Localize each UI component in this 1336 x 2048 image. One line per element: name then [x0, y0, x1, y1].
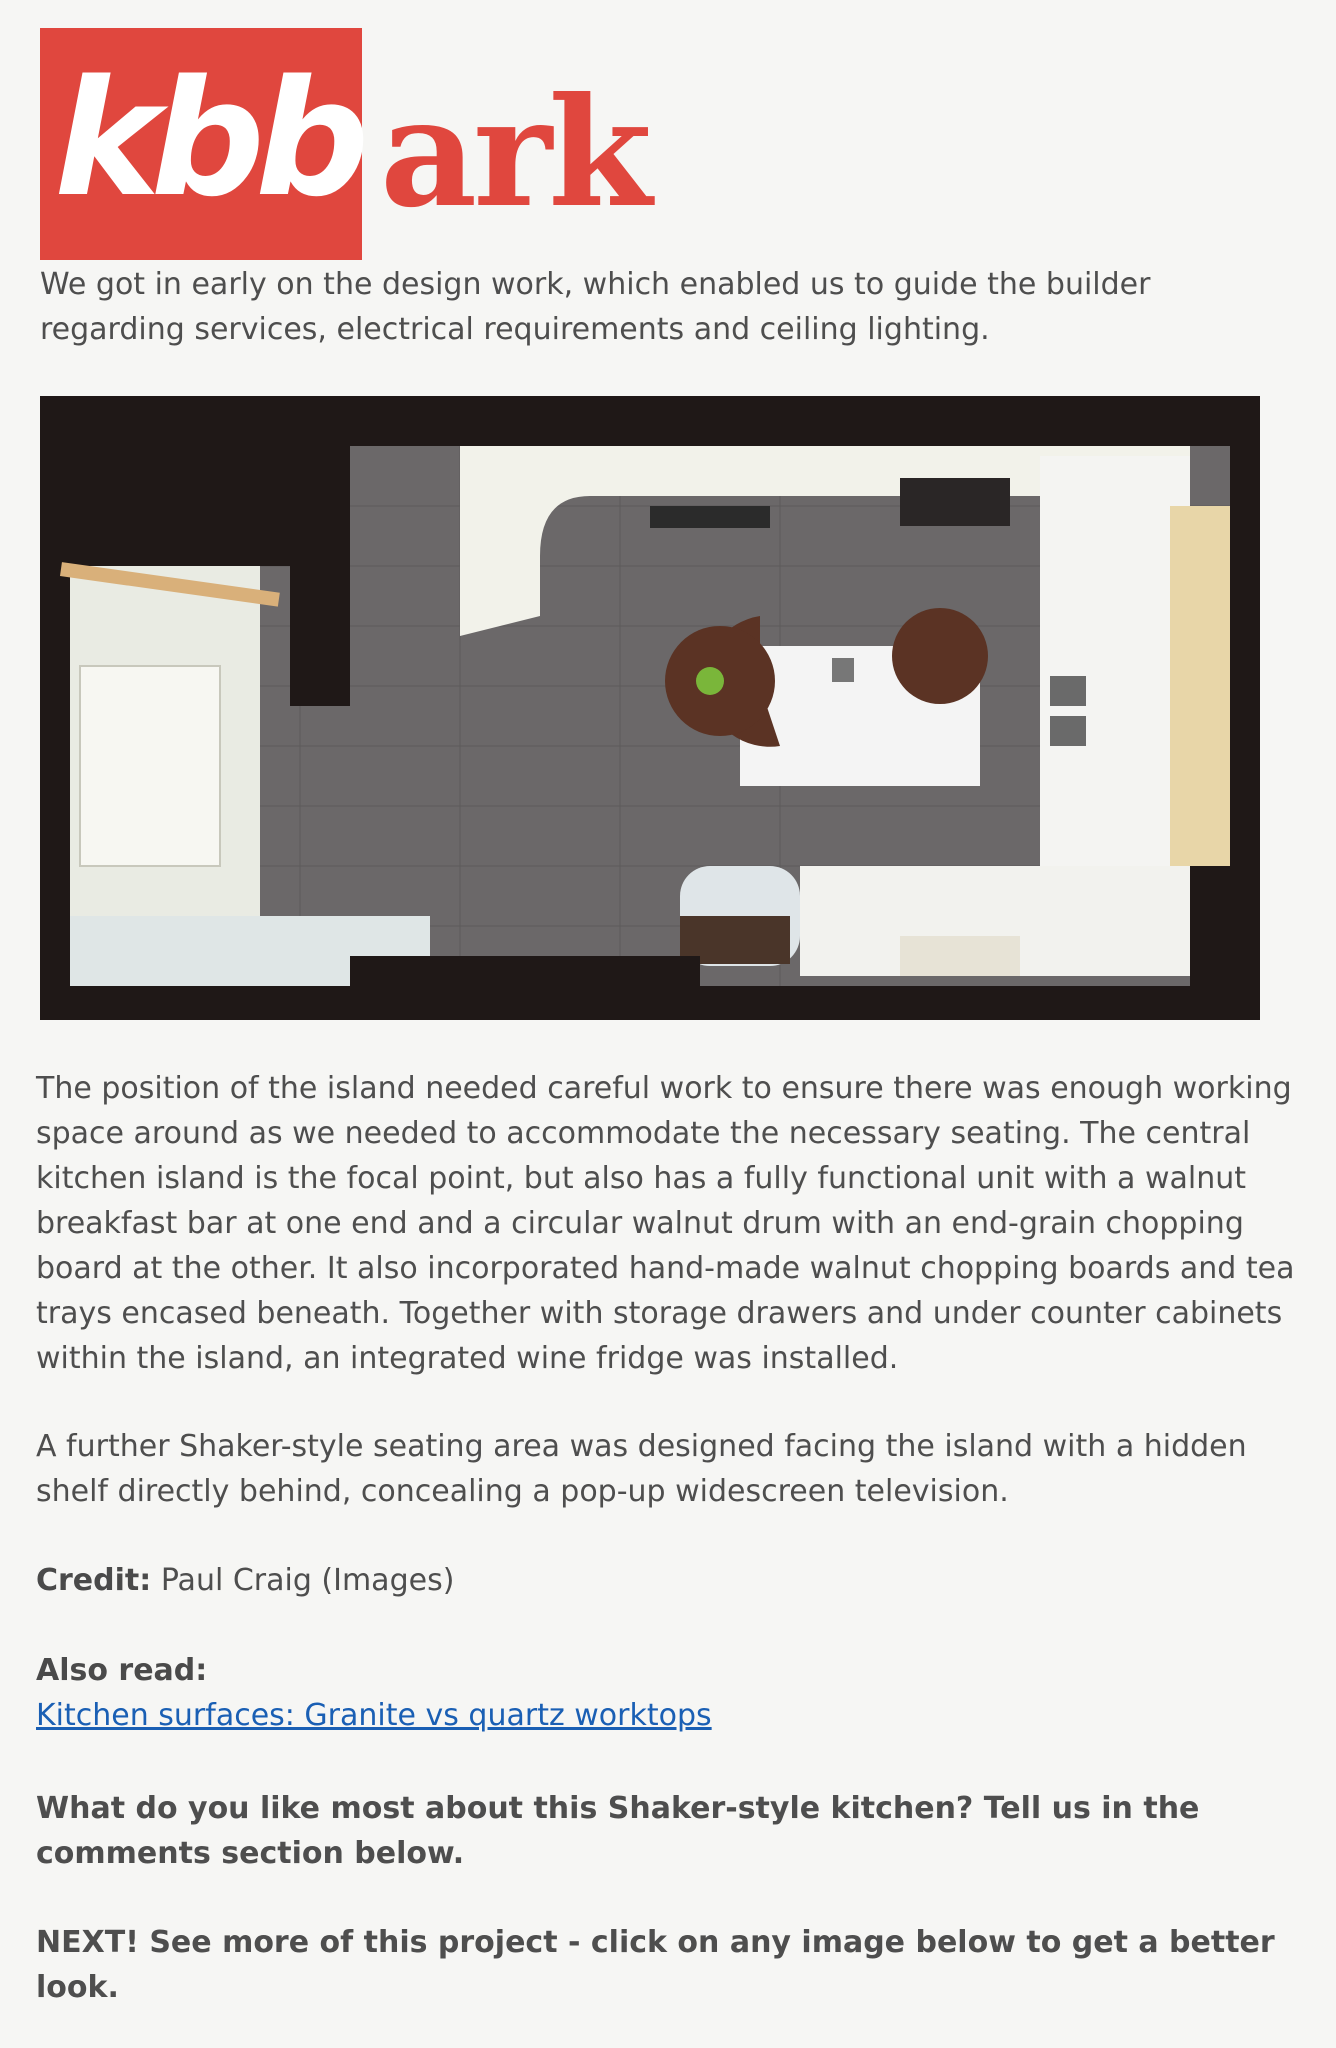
granite-vs-quartz-link[interactable]: Kitchen surfaces: Granite vs quartz worktops [36, 1698, 712, 1733]
intro-paragraph: We got in early on the design work, which enabled us to guide the builder regarding services, electrical requirements and ceiling lighting. [40, 267, 1151, 347]
credit-value: Paul Craig (Images) [160, 1563, 455, 1598]
next-prompt: NEXT! See more of this project - click on any image below to get a better look. [36, 1925, 1275, 2005]
also-read-label: Also read: [36, 1653, 208, 1688]
kitchen-floor-plan-image[interactable] [40, 396, 1260, 1020]
seating-paragraph: A further Shaker-style seating area was designed facing the island with a hidden shelf directly behind, concealing a pop-up widescreen television. [36, 1429, 1247, 1509]
logo-ark-text: ark [380, 65, 649, 241]
island-paragraph: The position of the island needed careful work to ensure there was enough working space around as we needed to accommodate the necessary seating. The central kitchen island is the focal point, but also has a fully functional unit with a walnut breakfast bar at one end and a circular walnut drum with an end-grain chopping board at the other. It also incorporated hand-made walnut chopping boards and tea trays encased beneath. Together with storage drawers and under counter cabinets within the island, an integrated wine fridge was installed. [36, 1071, 1295, 1376]
logo-red-block [40, 28, 362, 260]
floor-plan-drawing [40, 396, 1260, 1020]
comment-question: What do you like most about this Shaker-style kitchen? Tell us in the comments section below. [36, 1791, 1200, 1871]
kbb-ark-logo [40, 28, 680, 260]
credit-line [36, 1558, 1306, 1603]
logo-kbb-text: kbb [54, 45, 360, 232]
credit-label: Credit: [36, 1563, 152, 1598]
